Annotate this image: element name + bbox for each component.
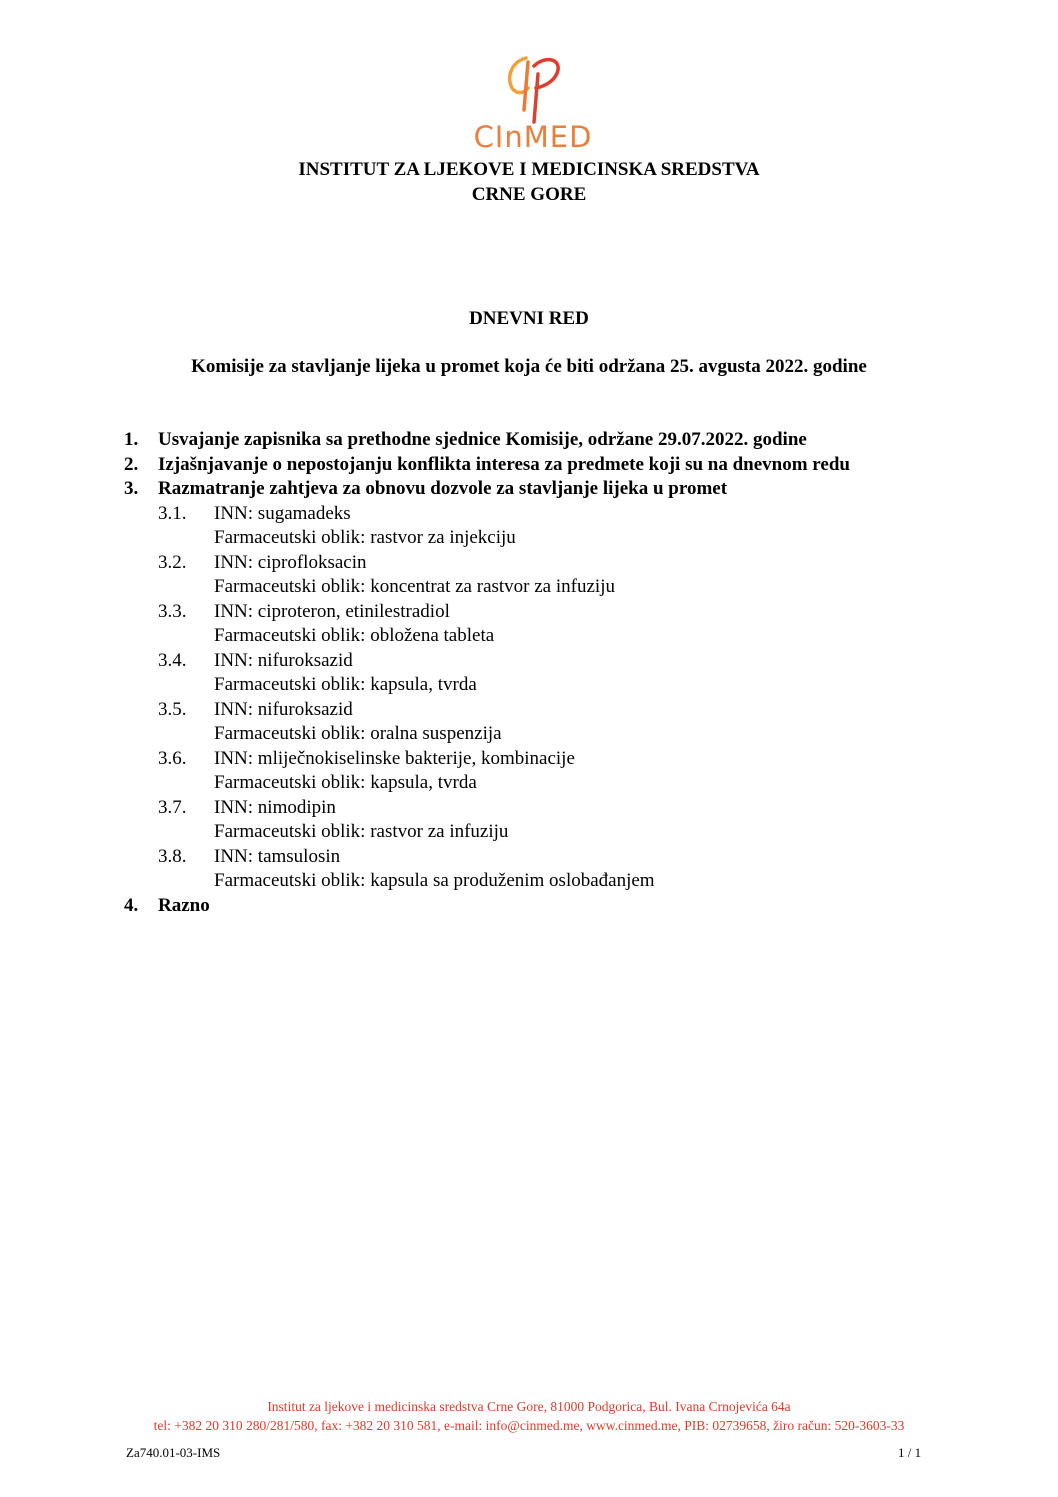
agenda-item-text: Razno bbox=[158, 894, 210, 916]
subitem-inn: INN: sugamadeks bbox=[214, 502, 351, 524]
subitem-inn: INN: nifuroksazid bbox=[214, 698, 353, 720]
agenda-item-3 bbox=[124, 477, 894, 502]
page-title: DNEVNI RED bbox=[469, 308, 589, 329]
subitem-form: Farmaceutski oblik: kapsula, tvrda bbox=[214, 772, 477, 793]
agenda-subitem bbox=[124, 649, 894, 698]
agenda-item-4 bbox=[124, 894, 894, 919]
subitem-number: 3.7. bbox=[158, 796, 187, 818]
agenda-subitem bbox=[124, 845, 894, 894]
page-subtitle: Komisije za stavljanje lijeka u promet koja će biti održana 25. avgusta 2022. godine bbox=[191, 356, 867, 377]
agenda-item-text: Izjašnjavanje o nepostojanju konflikta interesa za predmete koji su na dnevnom redu bbox=[158, 453, 850, 475]
subitem-number: 3.6. bbox=[158, 747, 187, 769]
subitem-inn: INN: ciprofloksacin bbox=[214, 551, 367, 573]
subitem-number: 3.5. bbox=[158, 698, 187, 720]
subitem-form: Farmaceutski oblik: rastvor za injekciju bbox=[214, 527, 516, 548]
subitem-number: 3.2. bbox=[158, 551, 187, 573]
subitem-inn: INN: tamsulosin bbox=[214, 845, 341, 867]
agenda-item-1 bbox=[124, 428, 894, 453]
subitem-form: Farmaceutski oblik: kapsula sa produženim oslobađanjem bbox=[214, 870, 655, 891]
footer-address: Institut za ljekove i medicinska sredstva Crne Gore, 81000 Podgorica, Bul. Ivana Crnojevića 64a bbox=[267, 1399, 791, 1414]
page-number: 1 / 1 bbox=[898, 1445, 922, 1460]
agenda-subitem bbox=[124, 747, 894, 796]
agenda-subitem bbox=[124, 796, 894, 845]
logo-mark-icon bbox=[498, 52, 568, 124]
agenda-subitem bbox=[124, 600, 894, 649]
subitem-form: Farmaceutski oblik: koncentrat za rastvor za infuziju bbox=[214, 576, 615, 597]
agenda-list bbox=[124, 428, 894, 918]
agenda-item-2 bbox=[124, 453, 894, 478]
agenda-item-text: Usvajanje zapisnika sa prethodne sjednice Komisije, održane 29.07.2022. godine bbox=[158, 429, 807, 450]
subitem-inn: INN: ciproteron, etinilestradiol bbox=[214, 600, 450, 622]
footer-contacts: tel: +382 20 310 280/281/580, fax: +382 20 310 581, e-mail: info@cinmed.me, www.cinmed.me, PIB: 02739658, žiro račun: 520-3603-33 bbox=[153, 1418, 905, 1433]
agenda-subitem bbox=[124, 551, 894, 600]
logo-wordmark: CInMED bbox=[473, 120, 593, 154]
agenda-item-number: 1. bbox=[124, 429, 139, 450]
subitem-inn: INN: nimodipin bbox=[214, 796, 336, 818]
document-reference: Za740.01-03-IMS bbox=[126, 1445, 221, 1460]
agenda-item-text: Razmatranje zahtjeva za obnovu dozvole za stavljanje lijeka u promet bbox=[158, 478, 728, 499]
subitem-form: Farmaceutski oblik: obložena tableta bbox=[214, 625, 495, 646]
agenda-item-number: 2. bbox=[124, 453, 139, 475]
org-name-line1: INSTITUT ZA LJEKOVE I MEDICINSKA SREDSTVA bbox=[298, 159, 760, 180]
subitem-number: 3.1. bbox=[158, 502, 187, 524]
cinmed-logo bbox=[468, 52, 598, 156]
subitem-number: 3.4. bbox=[158, 649, 187, 671]
subitem-inn: INN: mliječnokiselinske bakterije, kombinacije bbox=[214, 747, 575, 769]
agenda-subitem bbox=[124, 698, 894, 747]
subitem-number: 3.3. bbox=[158, 600, 187, 622]
subitem-form: Farmaceutski oblik: oralna suspenzija bbox=[214, 723, 502, 744]
subitem-inn: INN: nifuroksazid bbox=[214, 649, 353, 671]
subitem-form: Farmaceutski oblik: kapsula, tvrda bbox=[214, 674, 477, 695]
subitem-number: 3.8. bbox=[158, 845, 187, 867]
agenda-item-number: 4. bbox=[124, 894, 139, 916]
agenda-subitem bbox=[124, 502, 894, 551]
agenda-item-number: 3. bbox=[124, 478, 139, 499]
subitem-form: Farmaceutski oblik: rastvor za infuziju bbox=[214, 821, 509, 842]
org-name-line2: CRNE GORE bbox=[471, 184, 587, 205]
